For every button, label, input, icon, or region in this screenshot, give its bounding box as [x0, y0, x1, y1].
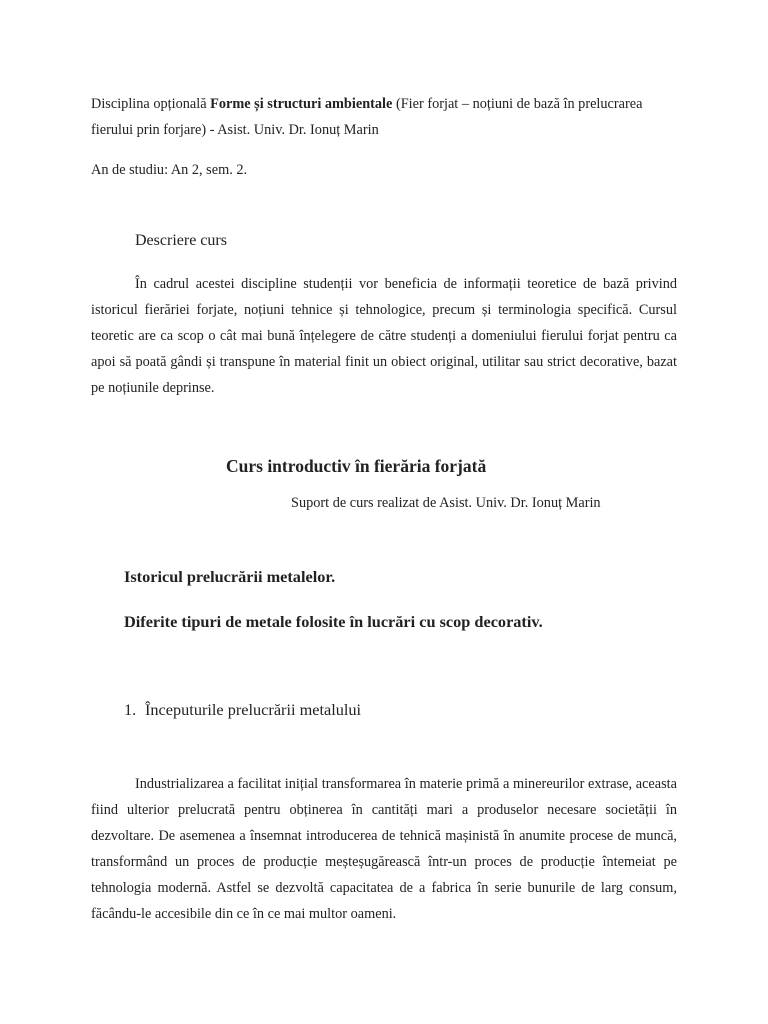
course-subtitle: Suport de curs realizat de Asist. Univ. Dr. Ionuț Marin — [291, 495, 601, 511]
section-number: 1. — [124, 700, 137, 719]
course-title: Curs introductiv în fierăria forjată — [226, 456, 487, 476]
study-year: An de studiu: An 2, sem. 2. — [91, 162, 248, 178]
metal-types-heading: Diferite tipuri de metale folosite în lucrări cu scop decorativ. — [124, 612, 543, 631]
description-heading: Descriere curs — [135, 232, 227, 249]
meta-suffix: (Fier forjat – noțiuni de bază în prelucrarea fierului prin forjare) - Asist. Univ. Dr. Ionuț Marin — [91, 96, 643, 138]
history-heading: Istoricul prelucrării metalelor. — [124, 567, 336, 586]
section-1-heading — [124, 700, 361, 720]
course-meta-line — [91, 91, 677, 143]
description-body: În cadrul acestei discipline studenții vor beneficia de informații teoretice de bază privind istoricul fierăriei forjate, noțiuni tehnice și tehnologice, precum și terminologia specifică. Cursul teoretic are ca scop o cât mai bună înțelegere de către studenți a domeniului fierului forjat pentru ca apoi să poată gândi și transpune în material finit un obiect original, utilitar sau strict decorative, bazat pe noțiunile deprinse. — [91, 276, 677, 396]
meta-prefix: Disciplina opțională — [91, 96, 211, 112]
section-1-body: Industrializarea a facilitat inițial transformarea în materie primă a minereurilor extrase, aceasta fiind ulterior prelucrată pentru obținerea în cantități mari a produselor necesare societății în dezvoltare. De asemenea a însemnat introducerea de tehnică mașinistă în anumite procese de muncă, transformând un proces de producție meșteșugărească într-un proces de producție întemeiat pe tehnologia modernă. Astfel se dezvoltă capacitatea de a fabrica în serie bunurile de larg consum, făcându-le accesibile din ce în ce mai multor oameni. — [91, 776, 677, 922]
section-title: Începuturile prelucrării metalului — [145, 700, 362, 719]
course-name: Forme și structuri ambientale — [210, 96, 393, 112]
